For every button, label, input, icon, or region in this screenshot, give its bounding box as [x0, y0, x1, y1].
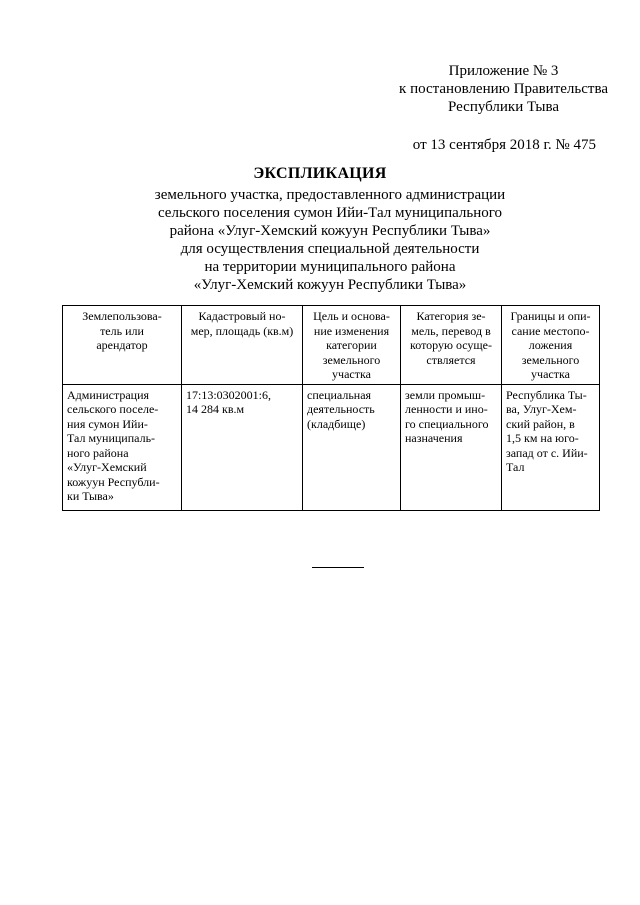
cell-text: специальная	[307, 387, 372, 402]
document-subtitle	[0, 186, 640, 294]
header-text: Землепользова-	[82, 309, 162, 323]
subtitle-line: района «Улуг-Хемский кожуун Республики Тыва»	[169, 223, 491, 239]
cell-text: Республика Ты-	[506, 387, 587, 402]
annex-line-1: Приложение № 3	[448, 63, 559, 79]
cell-land-category	[401, 384, 502, 510]
explication-table	[62, 305, 600, 511]
cell-purpose	[303, 384, 401, 510]
table-row	[63, 384, 600, 510]
header-text: участка	[531, 367, 570, 381]
cell-text: кожуун Республи-	[67, 474, 160, 489]
header-text: Границы и опи-	[510, 309, 591, 323]
subtitle-line: на территории муниципального района	[204, 259, 456, 275]
cell-text: ленности и ино-	[405, 402, 488, 416]
header-text: мель, перевод в	[411, 323, 491, 338]
header-text: земельного	[322, 352, 381, 367]
header-text: участка	[332, 367, 371, 381]
cell-text: назначения	[405, 431, 463, 445]
header-text: земельного	[521, 352, 580, 367]
header-land-user	[63, 306, 182, 385]
cell-text: «Улуг-Хемский	[67, 460, 147, 474]
cell-text: Администрация	[67, 387, 150, 402]
header-boundaries	[502, 306, 600, 385]
cell-text: 14 284 кв.м	[186, 402, 245, 416]
annex-line-2: к постановлению Правительства	[399, 81, 608, 97]
header-text: ложения	[528, 338, 573, 352]
document-title: ЭКСПЛИКАЦИЯ	[253, 165, 387, 182]
cell-text: ного района	[67, 445, 129, 460]
cell-text: ский район, в	[506, 416, 575, 431]
header-cadastral-number	[182, 306, 303, 385]
cell-text: ва, Улуг-Хем-	[506, 402, 577, 416]
subtitle-line: сельского поселения сумон Ийи-Тал муниципального	[157, 205, 503, 221]
cell-text: Тал	[506, 460, 525, 474]
cell-text: деятельность	[307, 402, 375, 416]
cell-text: запад от с. Ийи-	[506, 445, 588, 460]
cell-text: 17:13:0302001:6,	[186, 387, 272, 402]
cell-cadastral-number	[182, 384, 303, 510]
header-text: мер, площадь (кв.м)	[190, 323, 294, 338]
cell-text: (кладбище)	[307, 416, 366, 431]
resolution-date: от 13 сентября 2018 г. № 475	[412, 137, 596, 153]
header-text: которую осуще-	[410, 338, 492, 352]
header-text: Кадастровый но-	[198, 309, 286, 323]
annex-block	[399, 62, 608, 116]
header-land-category	[401, 306, 502, 385]
cell-text: ния сумон Ийи-	[67, 416, 148, 431]
end-separator-line	[312, 567, 364, 568]
header-text: Цель и основа-	[313, 309, 390, 323]
header-text: категории	[326, 338, 377, 352]
header-text: сание местопо-	[511, 323, 590, 338]
cell-text: го специального	[405, 416, 489, 431]
subtitle-line: «Улуг-Хемский кожуун Республики Тыва»	[193, 277, 467, 293]
cell-text: Тал муниципаль-	[67, 431, 156, 445]
subtitle-line: земельного участка, предоставленного администрации	[154, 187, 506, 203]
cell-boundaries	[502, 384, 600, 510]
table-header-row	[63, 306, 600, 385]
header-text: ствляется	[426, 352, 476, 367]
cell-text: земли промыш-	[405, 387, 486, 402]
subtitle-line: для осуществления специальной деятельности	[180, 241, 480, 257]
header-text: Категория зе-	[416, 309, 486, 323]
annex-line-3: Республики Тыва	[448, 99, 560, 115]
header-text: арендатор	[96, 338, 148, 352]
header-text: ние изменения	[313, 323, 390, 338]
header-text: тель или	[100, 323, 144, 338]
cell-text: 1,5 км на юго-	[506, 431, 579, 445]
cell-text: ки Тыва»	[67, 489, 114, 503]
header-purpose	[303, 306, 401, 385]
cell-land-user	[63, 384, 182, 510]
cell-text: сельского поселе-	[67, 402, 159, 416]
